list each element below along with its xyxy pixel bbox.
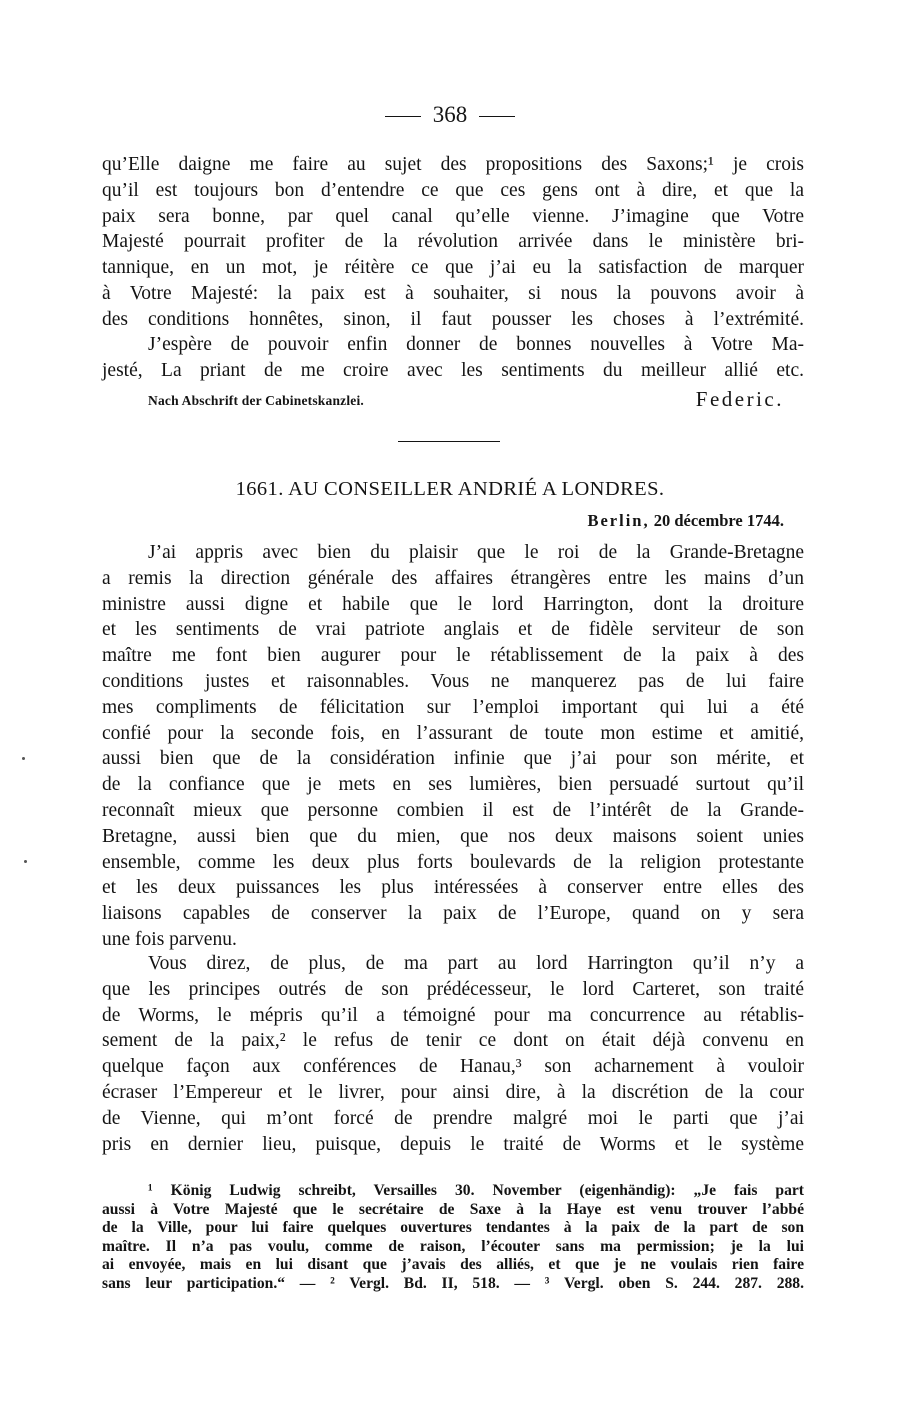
dateline [587,511,784,531]
footnotes [102,1182,804,1294]
text-line: aussi bien que de la considération infinie que j’ai pour son mérite, et [102,748,804,770]
footnote-line: sans leur participation.“ — ² Vergl. Bd. II, 518. — ³ Vergl. oben S. 244. 287. 288. [102,1274,804,1292]
text-line: a remis la direction générale des affaires étrangères entre les mains d’un [102,567,804,589]
text-line: qu’Elle daigne me faire au sujet des propositions des Saxons;¹ je crois [102,154,804,175]
text-line: ministre aussi digne et habile que le lord Harrington, dont la droiture [102,593,804,615]
text-line: de la confiance que je mets en ses lumières, bien persuadé surtout qu’il [102,774,804,796]
dateline-place: Berlin, [587,511,650,530]
text-line: à Votre Majesté: la paix est à souhaiter, si nous la pouvons avoir à [102,282,804,304]
text-line: liaisons capables de conserver la paix de l’Europe, quand on y sera [102,903,804,925]
text-line: écraser l’Empereur et le livrer, pour ainsi dire, à la discrétion de la cour [102,1081,804,1103]
header-dash-right [479,116,515,117]
text-line: que les principes outrés de son prédécesseur, le lord Carteret, son traité [102,978,804,1000]
text-line: et les sentiments de vrai patriote anglais et de fidèle serviteur de son [102,619,804,641]
text-line: reconnaît mieux que personne combien il est de l’intérêt de la Grande- [102,799,804,821]
text-line: quelque façon aux conférences de Hanau,³ son acharnement à vouloir [102,1056,804,1078]
text-line: Vous direz, de plus, de ma part au lord Harrington qu’il n’y a [148,953,804,974]
section-divider [398,441,500,442]
footnote-line: maître. Il n’a pas voulu, comme de raison, l’écouter sans ma permission; je la lui [102,1237,804,1255]
text-line: confié pour la seconde fois, en l’assurant de toute mon estime et amitié, [102,722,804,744]
text-line: mes compliments de félicitation sur l’emploi important qui lui a été [102,696,804,718]
source-row [148,387,784,415]
text-line: Majesté pourrait profiter de la révolution arrivée dans le ministère bri- [102,231,804,253]
text-line: et les deux puissances les plus intéressées à conserver entre elles des [102,877,804,899]
text-line: des conditions honnêtes, sinon, il faut pousser les choses à l’extrémité. [102,308,804,330]
closing-paragraph [102,332,804,384]
text-line: J’espère de pouvoir enfin donner de bonnes nouvelles à Votre Ma- [148,334,804,355]
page-header [0,100,900,130]
text-line: jesté, La priant de me croire avec les sentiments du meilleur allié etc. [102,359,804,381]
text-line: Bretagne, aussi bien que du mien, que nos deux maisons soient unies [102,825,804,847]
footnote-line: aussi à Votre Majesté que le secrétaire de Saxe à la Haye est venu trouver l’abbé [102,1200,804,1218]
footnote-line: ai envoyée, mais en lui disant que j’avais des alliés, et que je ne voulais rien faire [102,1256,804,1274]
footnote-line: de la Ville, pour lui faire quelques ouvertures tendantes à la paix de la part de son [102,1219,804,1237]
text-line: pris en dernier lieu, puisque, depuis le traité de Worms et le système [102,1133,804,1155]
text-line: conditions justes et raisonnables. Vous ne manquerez pas de lui faire [102,670,804,692]
text-line: J’ai appris avec bien du plaisir que le roi de la Grande-Bretagne [148,542,804,563]
dateline-date: 20 décembre 1744. [653,511,784,530]
scan-speck [24,860,27,863]
letter-title: 1661. AU CONSEILLER ANDRIÉ A LONDRES. [235,478,665,500]
text-line: maître me font bien augurer pour le rétablissement de la paix à des [102,645,804,667]
source-note: Nach Abschrift der Cabinetskanzlei. [148,393,365,408]
text-line: sement de la paix,² le refus de tenir ce dont on était déjà convenu en [102,1030,804,1052]
text-line: de Vienne, qui m’ont forcé de prendre malgré moi le parti que j’ai [102,1107,804,1129]
header-dash-left [385,116,421,117]
text-line: de Worms, le mépris qu’il a témoigné pour ma concurrence au rétablis- [102,1004,804,1026]
text-line: tannique, en un mot, je réitère ce que j’ai eu la satisfaction de marquer [102,257,804,279]
text-line: qu’il est toujours bon d’entendre ce que ces gens ont à dire, et que la [102,179,804,201]
continuation-paragraph [102,152,804,333]
footnote-line: ¹ König Ludwig schreibt, Versailles 30. November (eigenhändig): „Je fais part [148,1182,804,1199]
text-line: ensemble, comme les deux plus forts boulevards de la religion protestante [102,851,804,873]
text-line: une fois parvenu. [102,928,237,950]
letter-paragraph-1 [102,540,804,953]
page-number: 368 [432,102,468,127]
signature: Federic. [695,387,784,411]
letter-paragraph-2 [102,951,804,1157]
text-line: paix sera bonne, par quel canal qu’elle vienne. J’imagine que Votre [102,205,804,227]
scan-speck [22,757,25,760]
